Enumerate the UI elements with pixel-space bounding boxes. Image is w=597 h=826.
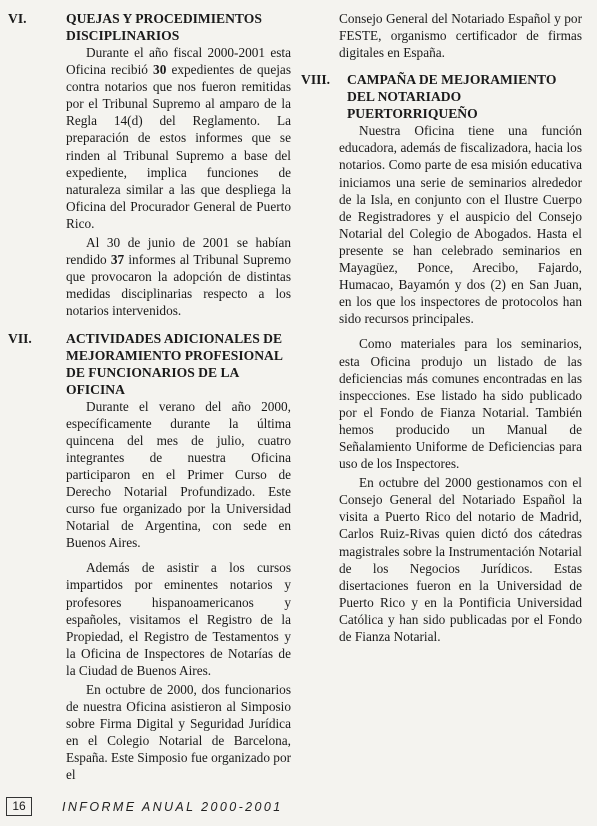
paragraph: [66, 44, 291, 232]
paragraph-text: Durante el año fiscal 2000-2001 esta Oficina recibió: [66, 45, 291, 78]
section-body: [8, 44, 291, 320]
section-number: VIII.: [301, 72, 331, 88]
section-number: VII.: [8, 330, 32, 346]
page-footer: [6, 797, 283, 816]
paragraph: Durante el verano del año 2000, específicamente durante la última quincena del mes de julio, cuatro integrantes de nuestra Oficina participaron en el Primer Curso de Derecho Notarial Profundizado. Este curso fue organizado por la Universidad Notarial de Argentina, con sede en Buenos Aires.: [66, 398, 291, 551]
section-number: VI.: [8, 11, 27, 26]
right-column: [301, 10, 582, 647]
emphasis-number: 30: [153, 62, 167, 78]
spacer: [8, 322, 291, 330]
section-title: QUEJAS Y PROCEDIMIENTOS DISCIPLINARIOS: [66, 11, 262, 43]
section-heading: [8, 10, 291, 44]
section-title: CAMPAÑA DE MEJORAMIENTO DEL NOTARIADO PUERTORRIQUEÑO: [347, 72, 557, 122]
paragraph-text: expedientes de quejas contra notarios que nos fueron remitidas por el Tribunal Supremo al amparo de la Regla 14(d) del Reglamento. La preparación de estos informes que se rinden al Tribunal Supremo a base del expediente, implica funciones de naturaleza similar a las que despliega la Oficina del Procurador General de Puerto Rico.: [66, 62, 292, 231]
paragraph: Además de asistir a los cursos impartidos por eminentes notarios y profesores hispanoamericanos y españoles, visitamos el Registro de la Propiedad, el Registro de Testamentos y la Oficina de Inspectores de Notarías de la Ciudad de Buenos Aires.: [66, 560, 291, 678]
paragraph: Nuestra Oficina tiene una función educadora, además de fiscalizadora, hacia los notarios. Como parte de esa misión educativa iniciamos una serie de seminarios alrededor de la Isla, en conjunto con el Ilustre Cuerpo de Registradores y el auspicio del Consejo Notarial del Colegio de Abogados. Hasta el presente se han celebrado seminarios en Mayagüez, Ponce, Arecibo, Fajardo, Humacao, Bayamón y dos (2) en San Juan, en los que los inspectores de protocolos han sido recursos principales.: [339, 123, 582, 327]
running-footer-title: INFORME ANUAL 2000-2001: [62, 799, 283, 814]
paragraph-text: Al 30 de junio de 2001 se habían rendido: [66, 235, 291, 268]
paragraph: En octubre de 2000, dos funcionarios de nuestra Oficina asistieron al Simposio sobre Firma Digital y Seguridad Jurídica en el Colegio Notarial de Barcelona, España. Este Simposio fue organizado por el: [66, 682, 292, 783]
continuation-body: [339, 10, 582, 61]
section-body: [8, 398, 291, 784]
left-column: [8, 10, 291, 786]
paragraph-text: informes al Tribunal Supremo que provocaron la adopción de distintas medidas disciplinarias respecto a los notarios intervenidos.: [66, 252, 291, 319]
section-viii: [301, 71, 582, 645]
section-title: ACTIVIDADES ADICIONALES DE MEJORAMIENTO PROFESIONAL DE FUNCIONARIOS DE LA OFICINA: [66, 330, 283, 397]
paragraph: Como materiales para los seminarios, esta Oficina produjo un listado de las deficiencias más comunes encontradas en las inspecciones. Ese listado ha sido publicado por el Fondo de Fianza Notarial. También hemos producido un Manual de Señalamiento Uniforme de Deficiencias para uso de los Inspectores.: [339, 336, 582, 472]
section-vi: [8, 10, 291, 320]
paragraph: En octubre del 2000 gestionamos con el Consejo General del Notariado Español la visita a Puerto Rico del notario de Madrid, Carlos Ruiz-Rivas quien dictó dos cátedras magistrales sobre la Instrumentación Notarial de los Negocios Jurídicos. Estas disertaciones fueron en la Universidad de Puerto Rico y en la Pontificia Universidad Católica y han sido publicadas por el Fondo de Fianza Notarial.: [339, 475, 582, 644]
spacer: [339, 63, 582, 71]
paragraph: Consejo General del Notariado Español y por FESTE, organismo certificador de firmas digitales en España.: [339, 11, 582, 61]
paragraph: [66, 234, 291, 319]
section-heading: [8, 330, 291, 398]
page-number: 16: [6, 797, 32, 816]
emphasis-number: 37: [110, 252, 125, 268]
section-vii: [8, 330, 291, 784]
section-heading: [301, 71, 582, 122]
section-body: [339, 122, 582, 645]
